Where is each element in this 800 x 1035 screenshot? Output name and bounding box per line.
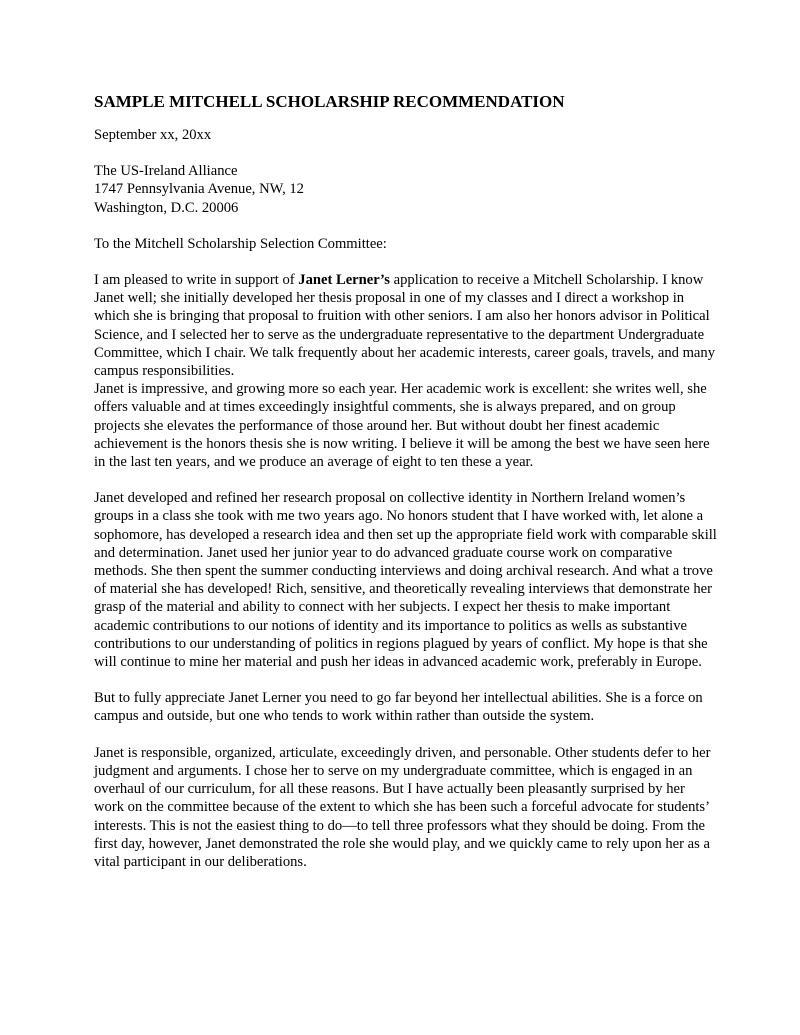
paragraph-1-rest: application to receive a Mitchell Scholarship. I know Janet well; she initially developed her thesis proposal in one of my classes and I direct a workshop in which she is bringing that proposal to fruition with other seniors. I am also her honors advisor in Political Science, and I selected her to serve as the undergraduate representative to the department Undergraduate Committee, which I chair. We talk frequently about her academic interests, career goals, travels, and many campus responsibilities. bbox=[94, 272, 715, 380]
paragraph-1 bbox=[94, 271, 718, 380]
address-line-1: The US-Ireland Alliance bbox=[94, 163, 238, 180]
paragraph-4: But to fully appreciate Janet Lerner you need to go far beyond her intellectual abilities. She is a force on campus and outside, but one who tends to work within rather than outside the system. bbox=[94, 690, 703, 725]
letter-page bbox=[94, 92, 718, 889]
address-line-3: Washington, D.C. 20006 bbox=[94, 199, 239, 216]
recipient-address bbox=[94, 162, 718, 217]
document-title: SAMPLE MITCHELL SCHOLARSHIP RECOMMENDATION bbox=[94, 92, 565, 111]
address-line-2: 1747 Pennsylvania Avenue, NW, 12 bbox=[94, 181, 304, 198]
paragraph-1-lead: I am pleased to write in support of bbox=[94, 272, 299, 289]
salutation: To the Mitchell Scholarship Selection Committee: bbox=[94, 235, 387, 252]
letter-date: September xx, 20xx bbox=[94, 127, 212, 143]
paragraph-2: Janet is impressive, and growing more so each year. Her academic work is excellent: she writes well, she offers valuable and at times exceedingly insightful comments, she is always prepared, and on group projects she elevates the performance of those around her. But without doubt her finest academic achievement is the honors thesis she is now writing. I believe it will be among the best we have seen here in the last ten years, and we produce an average of eight to ten these a year. bbox=[94, 381, 710, 471]
candidate-name: Janet Lerner’s bbox=[298, 272, 390, 289]
paragraph-5: Janet is responsible, organized, articulate, exceedingly driven, and personable. Other students defer to her judgment and arguments. I chose her to serve on my undergraduate committee, which is engaged in an overhaul of our curriculum, for all these reasons. But I have actually been pleasantly surprised by her work on the committee because of the extent to which she has been such a forceful advocate for students’ interests. This is not the easiest thing to do—to tell three professors what they should be doing. From the first day, however, Janet demonstrated the role she would play, and we quickly came to rely upon her as a vital participant in our deliberations. bbox=[94, 744, 711, 870]
paragraph-3: Janet developed and refined her research proposal on collective identity in Northern Ireland women’s groups in a class she took with me two years ago. No honors student that I have worked with, let alone a sophomore, has developed a research idea and then set up the appropriate field work with comparable skill and determination. Janet used her junior year to do advanced graduate course work on comparative methods. She then spent the summer conducting interviews and doing archival research. And what a trove of material she has developed! Rich, sensitive, and theoretically revealing interviews that demonstrate her grasp of the material and ability to connect with her subjects. I expect her thesis to make important academic contributions to our notions of identity and its importance to politics as wells as substantive contributions to our understanding of politics in regions plagued by years of conflict. My hope is that she will continue to mine her material and push her ideas in advanced academic work, preferably in Europe. bbox=[94, 490, 717, 671]
